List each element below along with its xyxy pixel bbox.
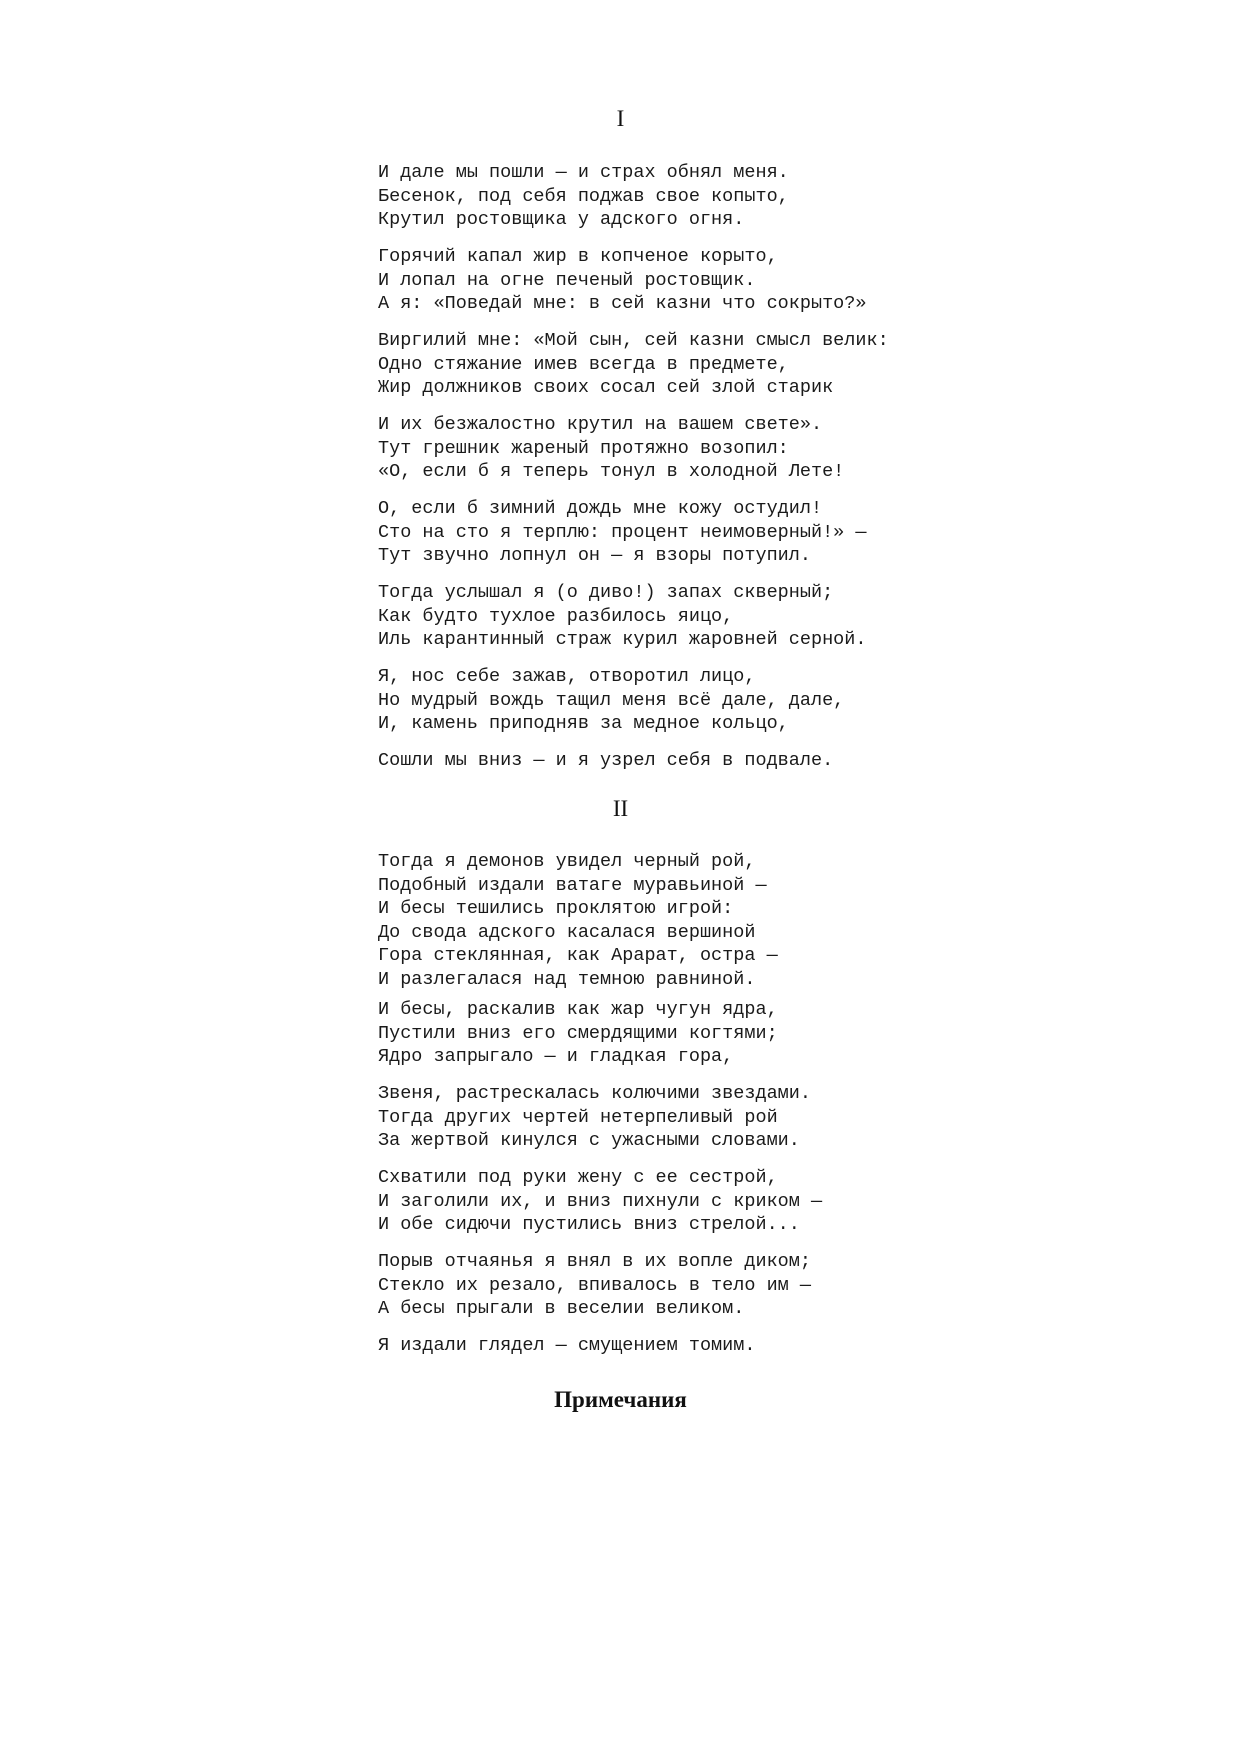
verse-line: И дале мы пошли — и страх обнял меня. <box>378 162 789 183</box>
verse-line: Сто на сто я терплю: процент неимоверный!» — <box>378 521 867 543</box>
verse-line: До свода адского касалася вершиной <box>378 921 756 943</box>
verse-line: Подобный издали ватаге муравьиной — <box>378 874 767 896</box>
verse-line: Тогда других чертей нетерпеливый рой <box>378 1106 778 1128</box>
verse-line: Бесенок, под себя поджав свое копыто, <box>378 185 789 207</box>
verse-line: Звеня, растрескалась колючими звездами. <box>378 1083 811 1104</box>
verse-line: За жертвой кинулся с ужасными словами. <box>378 1130 800 1152</box>
stanza <box>378 665 1198 736</box>
verse-line: Но мудрый вождь тащил меня всё дале, дале, <box>378 689 845 711</box>
verse-line: Одно стяжание имев всегда в предмете, <box>378 353 789 375</box>
verse-line: Жир должников своих сосал сей злой старик <box>378 377 834 399</box>
verse-line: И бесы тешились проклятою игрой: <box>378 898 734 920</box>
verse-line: И заголили их, и вниз пихнули с криком — <box>378 1190 823 1212</box>
stanza <box>378 497 1198 568</box>
verse-line: Тут грешник жареный протяжно возопил: <box>378 437 789 459</box>
verse-line: Как будто тухлое разбилось яицо, <box>378 605 734 627</box>
verse-line: И, камень приподняв за медное кольцо, <box>378 713 789 735</box>
verse-line: Иль карантинный страж курил жаровней серной. <box>378 629 867 651</box>
verse-line: Сошли мы вниз — и я узрел себя в подвале. <box>378 750 834 771</box>
stanza <box>378 161 1198 232</box>
verse-line: И разлегалася над темною равниной. <box>378 968 756 990</box>
verse-line: И бесы, раскалив как жар чугун ядра, <box>378 999 778 1020</box>
verse-line: И их безжалостно крутил на вашем свете». <box>378 414 823 435</box>
verse-line: А бесы прыгали в веселии великом. <box>378 1298 745 1320</box>
verse-line: Ядро запрыгало — и гладкая гора, <box>378 1046 734 1068</box>
verse-line: А я: «Поведай мне: в сей казни что сокрыто?» <box>378 293 867 315</box>
verse-line: Крутил ростовщика у адского огня. <box>378 209 745 231</box>
stanza <box>378 329 1198 400</box>
stanza <box>378 1082 1198 1153</box>
stanza <box>378 850 1198 992</box>
verse-line: Порыв отчаянья я внял в их вопле диком; <box>378 1251 811 1272</box>
stanza <box>378 1334 1198 1358</box>
notes-heading: Примечания <box>554 1387 687 1412</box>
stanza <box>378 998 1198 1069</box>
verse-line: Я издали глядел — смущением томим. <box>378 1335 756 1356</box>
stanza <box>378 245 1198 316</box>
verse-line: Горячий капал жир в копченое корыто, <box>378 246 778 267</box>
verse-line: «О, если б я теперь тонул в холодной Лете! <box>378 461 845 483</box>
stanza <box>378 749 1198 773</box>
verse-line: И обе сидючи пустились вниз стрелой... <box>378 1214 800 1236</box>
verse-line: Тут звучно лопнул он — я взоры потупил. <box>378 545 811 567</box>
part-two-heading: II <box>612 796 629 821</box>
stanza <box>378 1250 1198 1321</box>
verse-line: Тогда я демонов увидел черный рой, <box>378 851 756 872</box>
verse-line: Тогда услышал я (о диво!) запах скверный; <box>378 582 834 603</box>
verse-line: Я, нос себе зажав, отворотил лицо, <box>378 666 756 687</box>
verse-line: Стекло их резало, впивалось в тело им — <box>378 1274 811 1296</box>
verse-line: Схватили под руки жену с ее сестрой, <box>378 1167 778 1188</box>
verse-line: И лопал на огне печеный ростовщик. <box>378 269 756 291</box>
verse-line: Пустили вниз его смердящими когтями; <box>378 1022 778 1044</box>
stanza <box>378 1166 1198 1237</box>
stanza <box>378 581 1198 652</box>
verse-line: Гора стеклянная, как Арарат, остра — <box>378 945 778 967</box>
verse-line: О, если б зимний дождь мне кожу остудил! <box>378 498 823 519</box>
verse-line: Виргилий мне: «Мой сын, сей казни смысл велик: <box>378 330 889 351</box>
stanza <box>378 413 1198 484</box>
part-one-heading: I <box>616 106 625 131</box>
